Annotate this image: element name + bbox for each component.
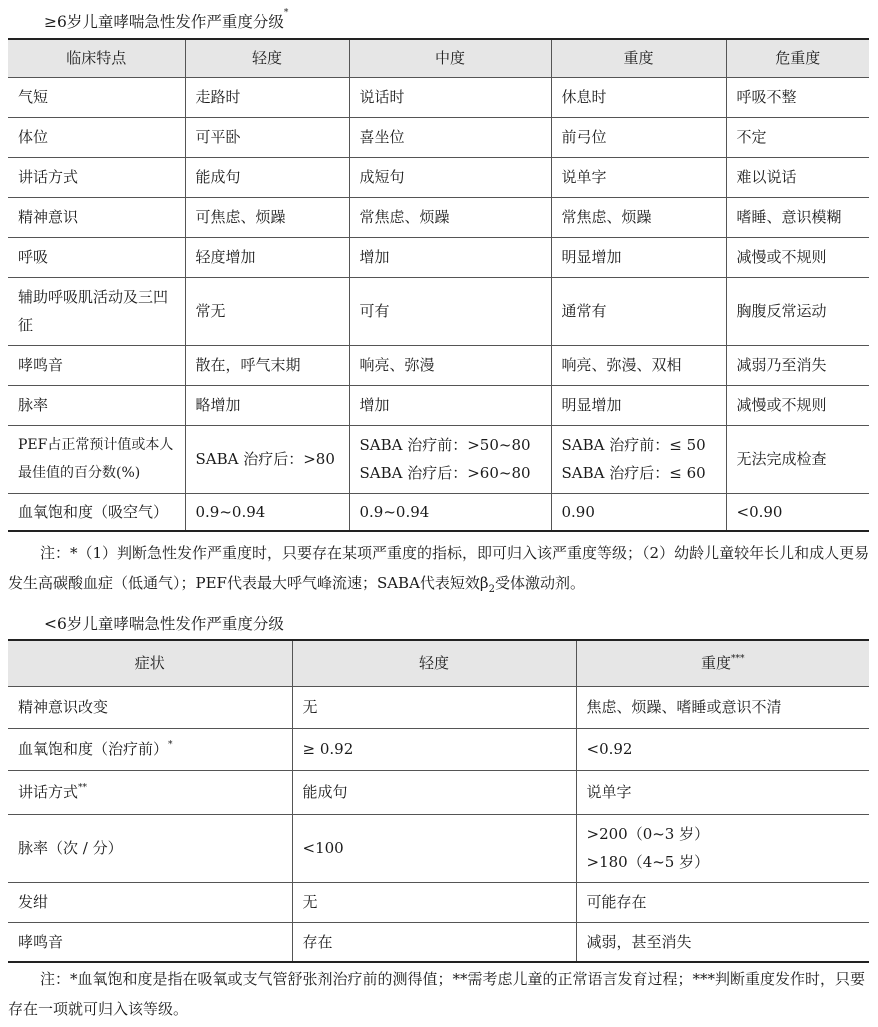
table-cell: 轻度增加 xyxy=(185,237,349,277)
table-row xyxy=(8,686,869,728)
table-cell: 0.9~0.94 xyxy=(185,493,349,531)
table-cell: 减弱乃至消失 xyxy=(726,345,869,385)
table-cell: 略增加 xyxy=(185,385,349,425)
table-cell: SABA 治疗后：>80 xyxy=(185,425,349,493)
table-header-row xyxy=(8,640,869,686)
table-row xyxy=(8,345,869,385)
table-cell: 常无 xyxy=(185,277,349,345)
row-label: 血氧饱和度（治疗前）* xyxy=(8,728,292,770)
table-row xyxy=(8,425,869,493)
table-cell: 可焦虑、烦躁 xyxy=(185,197,349,237)
table-row xyxy=(8,117,869,157)
row-label: 哮鸣音 xyxy=(8,345,185,385)
table-cell: 响亮、弥漫、双相 xyxy=(551,345,726,385)
table1-caption: ≥6岁儿童哮喘急性发作严重度分级* xyxy=(44,8,289,31)
adult-severity-table xyxy=(8,38,869,532)
table1-note: 注：*（1）判断急性发作严重度时，只要存在某项严重度的指标，即可归入该严重度等级；（2）幼龄儿童较年长儿和成人更易发生高碳酸血症（低通气）；PEF代表最大呼气峰流速；SABA代表短效$\beta_2$受体激动剂。 xyxy=(8,544,870,595)
table-cell: 能成句 xyxy=(185,157,349,197)
header-cell: 轻度 xyxy=(185,39,349,77)
header-cell: 轻度 xyxy=(292,640,576,686)
table2-caption: <6岁儿童哮喘急性发作严重度分级 xyxy=(44,615,284,633)
header-cell: 中度 xyxy=(349,39,551,77)
child-severity-table xyxy=(8,639,869,963)
table-cell: 减慢或不规则 xyxy=(726,385,869,425)
row-label: 哮鸣音 xyxy=(8,922,292,962)
table-cell: 可能存在 xyxy=(576,882,869,922)
table-row xyxy=(8,157,869,197)
table-cell: 说话时 xyxy=(349,77,551,117)
table-row xyxy=(8,814,869,882)
row-label: 讲话方式 xyxy=(8,157,185,197)
table-row xyxy=(8,770,869,814)
row-label: 血氧饱和度（吸空气） xyxy=(8,493,185,531)
row-label: 发绀 xyxy=(8,882,292,922)
table-cell: 呼吸不整 xyxy=(726,77,869,117)
table-row xyxy=(8,882,869,922)
table-cell: 常焦虑、烦躁 xyxy=(349,197,551,237)
table-cell: 散在，呼气末期 xyxy=(185,345,349,385)
table-cell: ≥ 0.92 xyxy=(292,728,576,770)
table-cell: 休息时 xyxy=(551,77,726,117)
table-cell: 0.9~0.94 xyxy=(349,493,551,531)
table-header-row xyxy=(8,39,869,77)
table-cell: 可平卧 xyxy=(185,117,349,157)
table-cell: 嗜睡、意识模糊 xyxy=(726,197,869,237)
table-cell: SABA 治疗前：≤ 50 SABA 治疗后：≤ 60 xyxy=(551,425,726,493)
table-cell: <0.92 xyxy=(576,728,869,770)
table-cell: 明显增加 xyxy=(551,237,726,277)
table-cell: 焦虑、烦躁、嗜睡或意识不清 xyxy=(576,686,869,728)
table-cell: 无 xyxy=(292,882,576,922)
table-cell: SABA 治疗前：>50~80 SABA 治疗后：>60~80 xyxy=(349,425,551,493)
table-cell: 增加 xyxy=(349,237,551,277)
table-row xyxy=(8,493,869,531)
table-cell: 存在 xyxy=(292,922,576,962)
row-label: PEF占正常预计值或本人最佳值的百分数(%) xyxy=(8,425,185,493)
table-cell: 0.90 xyxy=(551,493,726,531)
row-label: 辅助呼吸肌活动及三凹征 xyxy=(8,277,185,345)
row-label: 体位 xyxy=(8,117,185,157)
row-label: 气短 xyxy=(8,77,185,117)
table-cell: 减弱，甚至消失 xyxy=(576,922,869,962)
table-row xyxy=(8,728,869,770)
table-cell: <0.90 xyxy=(726,493,869,531)
table-cell: 说单字 xyxy=(576,770,869,814)
table-row xyxy=(8,385,869,425)
table-cell: 可有 xyxy=(349,277,551,345)
table-cell: 胸腹反常运动 xyxy=(726,277,869,345)
header-cell: 重度*** xyxy=(576,640,869,686)
header-cell: 危重度 xyxy=(726,39,869,77)
table-cell: 前弓位 xyxy=(551,117,726,157)
header-cell: 症状 xyxy=(8,640,292,686)
table-row xyxy=(8,197,869,237)
table-row xyxy=(8,77,869,117)
header-cell: 重度 xyxy=(551,39,726,77)
table-cell: 通常有 xyxy=(551,277,726,345)
table-cell: 明显增加 xyxy=(551,385,726,425)
row-label: 脉率（次 / 分） xyxy=(8,814,292,882)
row-label: 精神意识 xyxy=(8,197,185,237)
table-cell: >200（0~3 岁） >180（4~5 岁） xyxy=(576,814,869,882)
table-row xyxy=(8,277,869,345)
table-cell: <100 xyxy=(292,814,576,882)
row-label: 呼吸 xyxy=(8,237,185,277)
table-cell: 说单字 xyxy=(551,157,726,197)
row-label: 脉率 xyxy=(8,385,185,425)
table-cell: 无法完成检查 xyxy=(726,425,869,493)
table-cell: 增加 xyxy=(349,385,551,425)
table-cell: 喜坐位 xyxy=(349,117,551,157)
table-cell: 走路时 xyxy=(185,77,349,117)
table2-note: 注：*血氧饱和度是指在吸氧或支气管舒张剂治疗前的测得值；**需考虑儿童的正常语言发育过程；***判断重度发作时，只要存在一项就可归入该等级。 xyxy=(8,970,866,1018)
table-cell: 减慢或不规则 xyxy=(726,237,869,277)
table-cell: 常焦虑、烦躁 xyxy=(551,197,726,237)
table-row xyxy=(8,922,869,962)
table-cell: 响亮、弥漫 xyxy=(349,345,551,385)
table-cell: 能成句 xyxy=(292,770,576,814)
table-cell: 难以说话 xyxy=(726,157,869,197)
table-cell: 不定 xyxy=(726,117,869,157)
row-label: 讲话方式** xyxy=(8,770,292,814)
table-cell: 成短句 xyxy=(349,157,551,197)
row-label: 精神意识改变 xyxy=(8,686,292,728)
header-cell: 临床特点 xyxy=(8,39,185,77)
table-row xyxy=(8,237,869,277)
table-cell: 无 xyxy=(292,686,576,728)
